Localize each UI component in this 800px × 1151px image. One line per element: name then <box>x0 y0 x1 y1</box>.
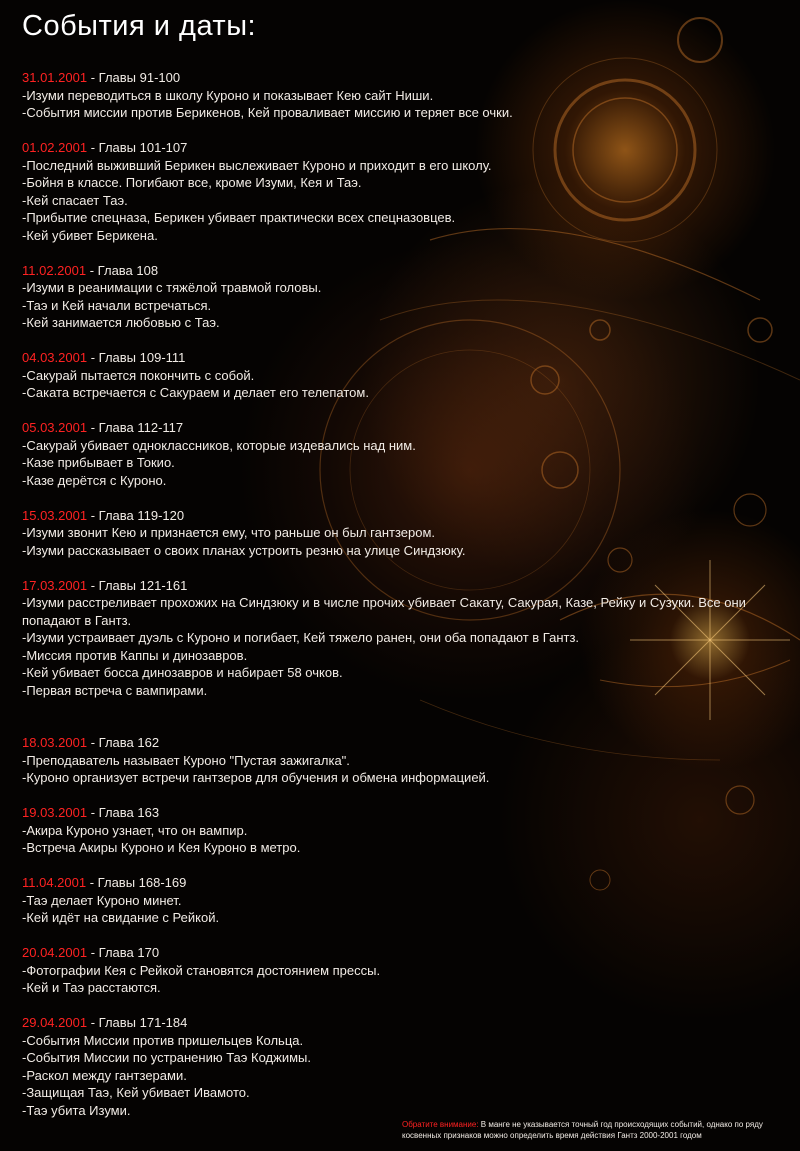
event-line: -Встреча Акиры Куроно и Кея Куроно в метро. <box>22 840 301 855</box>
event-line: -Прибытие спецназа, Берикен убивает практически всех спецназовцев. <box>22 210 456 225</box>
event-date: 31.01.2001 <box>22 70 88 85</box>
event-header <box>22 419 792 437</box>
event-header <box>22 804 792 822</box>
event-header <box>22 262 792 280</box>
event-line: -Сакурай пытается покончить с собой. <box>22 367 255 383</box>
event-line: -Куроно организует встречи гантзеров для обучения и обмена информацией. <box>22 770 490 785</box>
event-date: 11.02.2001 <box>22 262 87 278</box>
event-line: -Кей убивет Берикена. <box>22 227 158 243</box>
event-line: -Изуми расстреливает прохожих на Синдзюку и в числе прочих убивает Сакату, Сакурая, Казе, Рейку и Сузуки. Все они попадают в Гантз. <box>22 595 746 628</box>
event-date: 20.04.2001 <box>22 945 88 960</box>
event-line: -Сакурай убивает одноклассников, которые издевались над ним. <box>22 437 416 453</box>
footnote-label: Обратите внимание: <box>402 1120 479 1129</box>
event-chapter: Главы 171-184 <box>98 1015 188 1030</box>
event-item <box>22 1014 792 1119</box>
event-date: 18.03.2001 <box>22 735 88 750</box>
event-line: -Преподаватель называет Куроно "Пустая зажигалка". <box>22 752 350 768</box>
event-chapter: Главы 109-111 <box>98 350 186 365</box>
event-line: -Изуми переводиться в школу Куроно и показывает Кею сайт Ниши. <box>22 87 434 103</box>
event-header <box>22 507 792 525</box>
event-line: -События Миссии по устранению Таэ Коджимы. <box>22 1050 311 1065</box>
event-line: -Казе прибывает в Токио. <box>22 455 175 470</box>
event-line: -Таэ делает Куроно минет. <box>22 892 182 908</box>
event-date: 17.03.2001 <box>22 577 88 593</box>
event-header <box>22 734 792 752</box>
event-line: -Акира Куроно узнает, что он вампир. <box>22 822 248 838</box>
event-header <box>22 944 792 962</box>
event-line: -Защищая Таэ, Кей убивает Ивамото. <box>22 1085 250 1100</box>
event-header <box>22 1014 792 1032</box>
event-header <box>22 577 792 595</box>
event-chapter: Глава 119-120 <box>98 507 185 523</box>
event-item <box>22 69 792 122</box>
event-date: 19.03.2001 <box>22 805 88 820</box>
event-item <box>22 577 792 700</box>
event-line: -Первая встреча с вампирами. <box>22 682 208 698</box>
event-date: 05.03.2001 <box>22 420 88 435</box>
event-separator: - <box>87 350 99 365</box>
event-date: 04.03.2001 <box>22 350 88 365</box>
event-separator: - <box>87 805 99 820</box>
event-line: -Бойня в классе. Погибают все, кроме Изуми, Кея и Таэ. <box>22 175 362 190</box>
event-item <box>22 349 792 402</box>
event-line: -Изуми устраивает дуэль с Куроно и погибает, Кей тяжело ранен, они оба попадают в Гантз. <box>22 630 580 645</box>
event-item <box>22 734 792 787</box>
event-header <box>22 139 792 157</box>
event-line: -Миссия против Каппы и динозавров. <box>22 647 248 663</box>
event-separator: - <box>87 945 99 960</box>
footnote-text: В манге не указывается точный год происходящих событий, однако по ряду косвенных признаков можно определить время действия Гантз 2000-2001 годом <box>402 1120 763 1140</box>
event-line: -События Миссии против пришельцев Кольца. <box>22 1032 304 1048</box>
event-separator: - <box>86 262 98 278</box>
event-chapter: Глава 162 <box>98 735 160 750</box>
event-chapter: Глава 170 <box>98 945 160 960</box>
event-header <box>22 69 792 87</box>
event-chapter: Главы 91-100 <box>98 70 181 85</box>
event-date: 29.04.2001 <box>22 1015 88 1030</box>
event-separator: - <box>87 507 99 523</box>
event-line: -Изуми звонит Кею и признается ему, что раньше он был гантзером. <box>22 525 436 540</box>
event-separator: - <box>87 1015 99 1030</box>
event-date: 15.03.2001 <box>22 507 88 523</box>
event-separator: - <box>87 420 99 435</box>
event-line: -События миссии против Берикенов, Кей проваливает миссию и теряет все очки. <box>22 105 513 120</box>
page-title: События и даты: <box>22 10 257 42</box>
event-separator: - <box>87 577 99 593</box>
event-separator: - <box>87 140 99 155</box>
event-chapter: Глава 112-117 <box>98 420 184 435</box>
event-item <box>22 944 792 997</box>
event-line: -Кей идёт на свидание с Рейкой. <box>22 910 220 925</box>
event-item <box>22 139 792 244</box>
event-line: -Последний выживший Берикен выслеживает Куроно и приходит в его школу. <box>22 157 492 173</box>
event-line: -Изуми в реанимации с тяжёлой травмой головы. <box>22 280 322 295</box>
event-item <box>22 419 792 489</box>
event-header <box>22 349 792 367</box>
event-chapter: Глава 108 <box>97 262 159 278</box>
event-line: -Фотографии Кея с Рейкой становятся достоянием прессы. <box>22 962 381 978</box>
event-line: -Саката встречается с Сакураем и делает его телепатом. <box>22 385 369 400</box>
event-item <box>22 262 792 332</box>
event-chapter: Глава 163 <box>98 805 160 820</box>
event-item <box>22 804 792 857</box>
event-separator: - <box>86 875 98 890</box>
events-timeline <box>22 69 792 1119</box>
event-item <box>22 507 792 560</box>
event-date: 11.04.2001 <box>22 875 87 890</box>
event-header <box>22 874 792 892</box>
event-line: -Раскол между гантзерами. <box>22 1067 187 1083</box>
event-date: 01.02.2001 <box>22 140 88 155</box>
event-line: -Таэ и Кей начали встречаться. <box>22 297 212 313</box>
event-separator: - <box>87 70 99 85</box>
event-separator: - <box>87 735 99 750</box>
event-line: -Изуми рассказывает о своих планах устроить резню на улице Синдзюку. <box>22 542 466 558</box>
event-line: -Кей и Таэ расстаются. <box>22 980 161 995</box>
event-line: -Кей спасает Таэ. <box>22 192 128 208</box>
event-chapter: Главы 168-169 <box>97 875 187 890</box>
event-line: -Кей занимается любовью с Таэ. <box>22 315 220 330</box>
event-item <box>22 874 792 927</box>
event-chapter: Главы 121-161 <box>98 577 188 593</box>
event-line: -Казе дерётся с Куроно. <box>22 472 167 488</box>
event-line: -Таэ убита Изуми. <box>22 1102 131 1118</box>
event-line: -Кей убивает босса динозавров и набирает 58 очков. <box>22 665 343 680</box>
event-chapter: Главы 101-107 <box>98 140 188 155</box>
footnote <box>402 1119 794 1141</box>
